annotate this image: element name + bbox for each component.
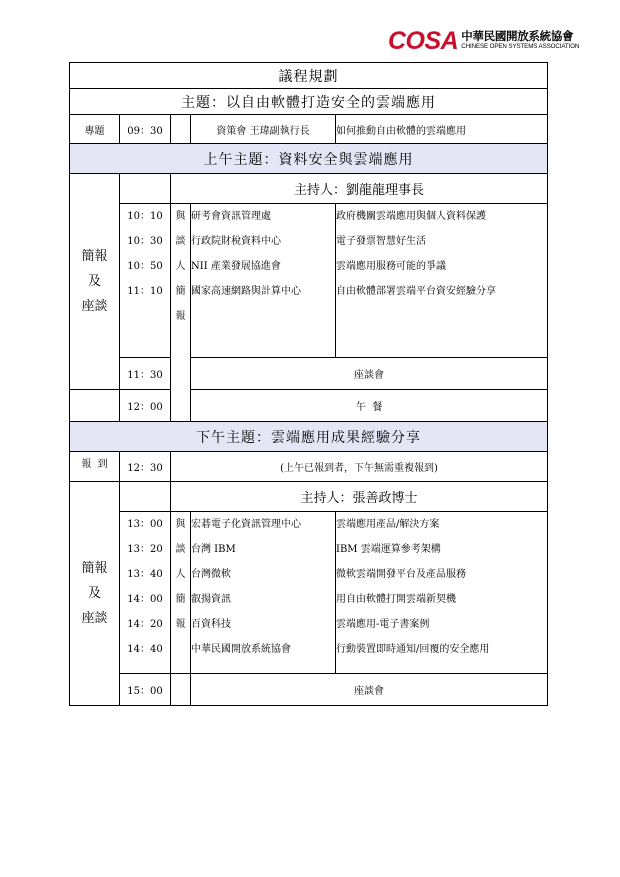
vertical-char: 談 xyxy=(175,236,186,247)
session-time: 14：40 xyxy=(127,644,163,655)
session-org: 研考會資訊管理處 xyxy=(191,211,271,222)
vertical-char: 簡 xyxy=(175,594,186,605)
morning-host-time-spacer xyxy=(120,174,171,204)
morning-session-label xyxy=(70,174,120,390)
afternoon-forum-label: 座談會 xyxy=(191,674,548,706)
afternoon-forum-spacer xyxy=(171,674,191,706)
afternoon-forum-row xyxy=(70,674,548,706)
registration-label: 報 到 xyxy=(70,452,120,482)
keynote-topic: 如何推動自由軟體的雲端應用 xyxy=(336,115,548,144)
session-topic: 用自由軟體打開雲端新契機 xyxy=(336,594,456,605)
session-time: 10：50 xyxy=(127,261,163,272)
morning-section-row xyxy=(70,144,548,174)
session-topic: IBM 雲端運算參考架構 xyxy=(336,544,441,555)
label-line: 簡報 xyxy=(81,249,108,264)
session-topic: 微軟雲端開發平台及產品服務 xyxy=(336,569,466,580)
session-topic: 自由軟體部署雲端平台資安經驗分享 xyxy=(336,286,496,297)
label-line: 及 xyxy=(87,274,101,289)
label-line: 座談 xyxy=(81,299,108,314)
session-topic: 行動裝置即時通知/回覆的安全應用 xyxy=(336,644,490,655)
afternoon-host-row xyxy=(70,482,548,512)
agenda-table xyxy=(69,62,548,706)
afternoon-section-row xyxy=(70,422,548,452)
afternoon-sessions-row xyxy=(70,512,548,674)
morning-topics xyxy=(336,204,548,358)
label-line: 及 xyxy=(87,586,101,601)
afternoon-orgs xyxy=(191,512,336,674)
keynote-row xyxy=(70,115,548,144)
keynote-spacer xyxy=(171,115,191,144)
morning-sessions-row xyxy=(70,204,548,358)
label-line: 座談 xyxy=(81,611,108,626)
morning-times xyxy=(120,204,171,358)
session-time: 14：20 xyxy=(127,619,163,630)
logo-mark: COSA xyxy=(388,27,459,55)
keynote-speaker: 資策會 王瑋副執行長 xyxy=(191,115,336,144)
session-topic: 雲端應用產品/解決方案 xyxy=(336,519,440,530)
agenda-title-row xyxy=(70,63,548,89)
session-org: 國家高速網路與計算中心 xyxy=(191,286,301,297)
session-time: 14：00 xyxy=(127,594,163,605)
afternoon-session-label xyxy=(70,482,120,706)
vertical-char: 談 xyxy=(175,544,186,555)
agenda-title: 議程規劃 xyxy=(70,63,548,89)
morning-forum-time: 11：30 xyxy=(120,358,171,390)
session-time: 11：10 xyxy=(127,286,163,297)
afternoon-forum-time: 15：00 xyxy=(120,674,171,706)
session-time: 10：10 xyxy=(127,211,163,222)
registration-time: 12：30 xyxy=(120,452,171,482)
lunch-time: 12：00 xyxy=(120,390,171,422)
theme-row xyxy=(70,89,548,115)
afternoon-host: 主持人：張善政博士 xyxy=(171,482,548,512)
session-topic: 電子發票智慧好生活 xyxy=(336,236,426,247)
vertical-char: 報 xyxy=(175,619,186,630)
vertical-char: 人 xyxy=(175,261,186,272)
session-org: 行政院財稅資料中心 xyxy=(191,236,281,247)
lunch-spacer xyxy=(70,390,120,422)
vertical-char: 人 xyxy=(175,569,186,580)
morning-host-row xyxy=(70,174,548,204)
session-org: 台灣微軟 xyxy=(191,569,231,580)
label-line: 簡報 xyxy=(81,561,108,576)
morning-orgs xyxy=(191,204,336,358)
vertical-char: 與 xyxy=(175,519,186,530)
session-topic: 政府機關雲端應用與個人資料保護 xyxy=(336,211,486,222)
logo-text xyxy=(461,28,579,51)
session-topic: 雲端應用服務可能的爭議 xyxy=(336,261,446,272)
session-org: 中華民國開放系統協會 xyxy=(191,644,291,655)
morning-vertical-label xyxy=(171,204,191,422)
session-org: 台灣 IBM xyxy=(191,544,236,555)
registration-note: (上午已報到者，下午無需重複報到) xyxy=(171,452,548,482)
afternoon-times xyxy=(120,512,171,674)
session-org: 宏碁電子化資訊管理中心 xyxy=(191,519,301,530)
session-org: 叡揚資訊 xyxy=(191,594,231,605)
session-topic: 雲端應用-電子書案例 xyxy=(336,619,430,630)
logo-english-name: CHINESE OPEN SYSTEMS ASSOCIATION xyxy=(461,43,580,50)
morning-forum-row xyxy=(70,358,548,390)
session-time: 13：20 xyxy=(127,544,163,555)
cosa-logo xyxy=(388,28,579,58)
session-time: 10：30 xyxy=(127,236,163,247)
morning-host: 主持人：劉龍龍理事長 xyxy=(171,174,548,204)
session-time: 13：40 xyxy=(127,569,163,580)
vertical-char: 與 xyxy=(175,211,186,222)
session-org: NII 產業發展協進會 xyxy=(191,261,281,272)
logo-chinese-name: 中華民國開放系統協會 xyxy=(461,29,574,43)
registration-row xyxy=(70,452,548,482)
session-org: 百資科技 xyxy=(191,619,231,630)
vertical-char: 報 xyxy=(175,311,186,322)
theme-title: 主題：以自由軟體打造安全的雲端應用 xyxy=(70,89,548,115)
vertical-char: 簡 xyxy=(175,286,186,297)
session-time: 13：00 xyxy=(127,519,163,530)
morning-forum-label: 座談會 xyxy=(191,358,548,390)
afternoon-vertical-label xyxy=(171,512,191,674)
lunch-row xyxy=(70,390,548,422)
afternoon-section-title: 下午主題：雲端應用成果經驗分享 xyxy=(70,422,548,452)
afternoon-host-time-spacer xyxy=(120,482,171,512)
keynote-label: 專題 xyxy=(70,115,120,144)
keynote-time: 09：30 xyxy=(120,115,171,144)
afternoon-topics xyxy=(336,512,548,674)
morning-section-title: 上午主題：資料安全與雲端應用 xyxy=(70,144,548,174)
lunch-label: 午 餐 xyxy=(191,390,548,422)
